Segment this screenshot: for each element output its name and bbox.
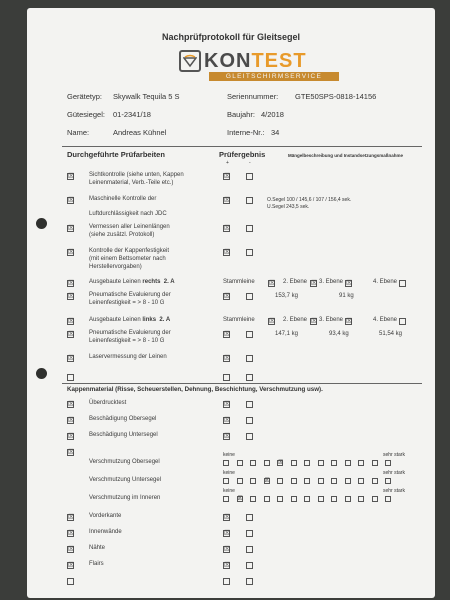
stammleine-checkbox[interactable]: ☒ <box>269 318 276 325</box>
scale-box[interactable] <box>223 496 229 502</box>
plus-checkbox[interactable]: ☒ <box>224 225 231 232</box>
minus-checkbox[interactable] <box>246 530 253 537</box>
scale-sehr-stark-label: sehr stark <box>383 452 405 458</box>
interne-label: Interne-Nr.: <box>227 128 265 137</box>
minus-checkbox[interactable] <box>246 173 253 180</box>
document-title: Nachprüfprotokoll für Gleitsegel <box>161 32 300 42</box>
minus-checkbox[interactable] <box>246 433 253 440</box>
minus-checkbox[interactable] <box>246 331 253 338</box>
scale-box[interactable] <box>277 496 283 502</box>
bottom-label: Innenwände <box>89 529 122 535</box>
serien-value: GTE50SPS-0818-14156 <box>295 92 377 101</box>
strength-value: 51,54 kg <box>379 331 403 337</box>
divider <box>62 383 422 384</box>
row-label: Vermessen aller Leinenlängen <box>89 224 170 230</box>
scale-box[interactable] <box>291 460 297 466</box>
scale-box[interactable] <box>291 496 297 502</box>
geraetetyp-value: Skywalk Tequila 5 S <box>113 92 180 101</box>
minus-checkbox[interactable] <box>246 546 253 553</box>
plus-checkbox[interactable]: ☒ <box>224 417 231 424</box>
plus-checkbox[interactable] <box>223 374 230 381</box>
plus-checkbox[interactable] <box>223 578 230 585</box>
row-label-2: (siehe zusätzl. Protokoll) <box>89 232 155 238</box>
plus-checkbox[interactable]: ☒ <box>224 514 231 521</box>
pneu-label: Pneumatische Evaluierung der <box>89 330 171 336</box>
glider-icon <box>179 50 201 72</box>
ebene3-label: 3. Ebene <box>319 317 344 323</box>
scale-keine-label: keine <box>223 470 235 476</box>
scale-box[interactable] <box>318 460 324 466</box>
row-check[interactable]: ☒ <box>68 280 75 287</box>
scale-sehr-stark-label: sehr stark <box>383 488 405 494</box>
pneu-label: Pneumatische Evaluierung der <box>89 292 171 298</box>
scale-keine-label: keine <box>223 488 235 494</box>
scale-box[interactable] <box>304 460 310 466</box>
row-check[interactable]: ☒ <box>68 514 75 521</box>
scale-box[interactable] <box>345 478 351 484</box>
plus-checkbox[interactable]: ☒ <box>224 433 231 440</box>
scale-box[interactable] <box>331 478 337 484</box>
baujahr-value: 4/2018 <box>261 110 284 119</box>
plus-checkbox[interactable]: ☒ <box>224 530 231 537</box>
row-check[interactable] <box>67 374 74 381</box>
scale-sehr-stark-label: sehr stark <box>383 470 405 476</box>
scale-box[interactable] <box>345 460 351 466</box>
strength-value: 91 kg <box>339 293 354 299</box>
kappen-title: Kappenmaterial (Risse, Scheuerstellen, Dehnung, Beschichtung, Verschmutzung usw). <box>67 386 323 393</box>
bottom-label: Flairs <box>89 561 104 567</box>
laser-label: Laservermessung der Leinen <box>89 354 167 360</box>
lines-left-label: Ausgebaute Leinen links 2. A <box>89 317 171 323</box>
scale-box[interactable] <box>372 460 378 466</box>
scale-box[interactable] <box>304 478 310 484</box>
minus-checkbox[interactable] <box>246 374 253 381</box>
minus-checkbox[interactable] <box>246 578 253 585</box>
row-label: Sichtkontrolle (siehe unten, Kappen <box>89 172 184 178</box>
kappen-label: Beschädigung Obersegel <box>89 416 157 422</box>
plus-checkbox[interactable]: ☒ <box>224 355 231 362</box>
ebene2-label: 2. Ebene <box>283 317 308 323</box>
minus-checkbox[interactable] <box>246 562 253 569</box>
scale-box[interactable] <box>223 460 229 466</box>
row-check[interactable]: ☒ <box>68 318 75 325</box>
scale-box[interactable] <box>385 460 391 466</box>
plus-checkbox[interactable]: ☒ <box>224 293 231 300</box>
row-check[interactable]: ☒ <box>68 433 75 440</box>
ebene4-checkbox[interactable] <box>399 280 406 287</box>
scale-box[interactable] <box>223 478 229 484</box>
serien-label: Seriennummer: <box>227 92 279 101</box>
ebene3-checkbox[interactable]: ☒ <box>346 280 353 287</box>
row-label-2: Luftdurchlässigkeit nach JDC <box>89 211 167 217</box>
row-label-3: Herstellervorgaben) <box>89 264 142 270</box>
row-check[interactable]: ☒ <box>68 417 75 424</box>
row-check[interactable]: ☒ <box>68 173 75 180</box>
scale-box[interactable] <box>291 478 297 484</box>
scale-box[interactable] <box>385 478 391 484</box>
stammleine-label: Stammleine <box>223 279 255 285</box>
scale-row-label: Verschmutzung Obersegel <box>89 459 160 465</box>
scale-box[interactable] <box>237 478 243 484</box>
guetesiegel-value: 01-2341/18 <box>113 110 151 119</box>
minus-checkbox[interactable] <box>246 225 253 232</box>
logo-subtitle: GLEITSCHIRMSERVICE <box>209 72 339 81</box>
divider <box>62 146 422 147</box>
ebene4-label: 4. Ebene <box>373 317 398 323</box>
geraetetyp-label: Gerätetyp: <box>67 92 103 101</box>
row-check[interactable]: ☒ <box>68 355 75 362</box>
scale-box[interactable] <box>345 496 351 502</box>
row-check[interactable]: ☒ <box>68 197 75 204</box>
pneu-label-2: Leinenfestigkeit = > 8 - 10 G <box>89 338 165 344</box>
ebene2-checkbox[interactable]: ☒ <box>311 280 318 287</box>
scale-keine-label: keine <box>223 452 235 458</box>
scale-box[interactable] <box>318 496 324 502</box>
plus-checkbox[interactable]: ☒ <box>224 197 231 204</box>
scale-row-label: Verschmutzung Untersegel <box>89 477 162 483</box>
plus-checkbox[interactable]: ☒ <box>224 401 231 408</box>
interne-value: 34 <box>271 128 280 137</box>
scale-box[interactable] <box>358 496 364 502</box>
name-value: Andreas Kühnel <box>113 128 167 137</box>
col-maengel: Mängelbeschreibung und Instandsetzungsmaßnahme <box>288 153 404 158</box>
row-label: Maschinelle Kontrolle der <box>89 196 157 202</box>
minus-checkbox[interactable] <box>246 401 253 408</box>
kontest-logo <box>179 50 307 72</box>
strength-value: 93,4 kg <box>329 331 349 337</box>
col-pruefarbeiten: Durchgeführte Prüfarbeiten <box>67 150 165 159</box>
ebene4-label: 4. Ebene <box>373 279 398 285</box>
minus-checkbox[interactable] <box>246 197 253 204</box>
row-check[interactable]: ☒ <box>68 401 75 408</box>
bottom-label: Nähte <box>89 545 106 551</box>
minus-checkbox[interactable] <box>246 249 253 256</box>
scale-box[interactable] <box>237 460 243 466</box>
scale-box[interactable] <box>331 496 337 502</box>
ebene3-label: 3. Ebene <box>319 279 344 285</box>
baujahr-label: Baujahr: <box>227 110 255 119</box>
scale-box[interactable] <box>358 478 364 484</box>
pneu-label-2: Leinenfestigkeit = > 8 - 10 G <box>89 300 165 306</box>
punch-hole <box>36 368 47 379</box>
scale-box[interactable] <box>372 496 378 502</box>
row-check[interactable]: ☒ <box>68 331 75 338</box>
punch-hole <box>36 218 47 229</box>
row-check[interactable]: ☒ <box>68 293 75 300</box>
logo-kon: KON <box>204 50 252 72</box>
plus-checkbox[interactable]: ☒ <box>224 546 231 553</box>
plus-sign: + <box>226 160 229 166</box>
row-check[interactable]: ☒ <box>68 449 75 456</box>
plus-checkbox[interactable]: ☒ <box>224 249 231 256</box>
bottom-label: Vorderkante <box>89 513 122 519</box>
ebene2-label: 2. Ebene <box>283 279 308 285</box>
plus-checkbox[interactable]: ☒ <box>224 562 231 569</box>
row-check[interactable]: ☒ <box>68 225 75 232</box>
guetesiegel-label: Gütesiegel: <box>67 110 105 119</box>
ebene2-checkbox[interactable]: ☒ <box>311 318 318 325</box>
row-label-2: (mit einem Bettsometer nach <box>89 256 166 262</box>
kappen-label: Überdrucktest <box>89 400 127 406</box>
porosity-obersegel: O.Segel 100 / 145,6 / 107 / 156,4 sek. <box>267 197 352 203</box>
minus-sign: - <box>249 160 251 166</box>
scale-box[interactable] <box>331 460 337 466</box>
scale-box[interactable] <box>250 460 256 466</box>
lines-right-label: Ausgebaute Leinen rechts 2. A <box>89 279 175 285</box>
row-check[interactable]: ☒ <box>68 530 75 537</box>
scale-box[interactable] <box>358 460 364 466</box>
protocol-sheet <box>27 8 435 598</box>
minus-checkbox[interactable] <box>246 417 253 424</box>
scale-box[interactable]: ☒ <box>278 460 284 466</box>
row-label: Kontrolle der Kappenfestigkeit <box>89 248 170 254</box>
row-check[interactable]: ☒ <box>68 562 75 569</box>
scale-box[interactable] <box>264 460 270 466</box>
name-label: Name: <box>67 128 90 137</box>
stammleine-label: Stammleine <box>223 317 255 323</box>
scale-box[interactable] <box>304 496 310 502</box>
scale-box[interactable] <box>264 496 270 502</box>
minus-checkbox[interactable] <box>246 355 253 362</box>
logo-test: TEST <box>251 50 307 72</box>
scale-box[interactable]: ☒ <box>237 496 243 502</box>
scale-box[interactable] <box>318 478 324 484</box>
minus-checkbox[interactable] <box>246 514 253 521</box>
porosity-untersegel: U.Segel 243,5 sek. <box>267 204 310 210</box>
scale-box[interactable] <box>385 496 391 502</box>
strength-value: 147,1 kg <box>275 331 299 337</box>
row-check[interactable] <box>67 578 74 585</box>
scale-box[interactable] <box>372 478 378 484</box>
scale-box[interactable] <box>277 478 283 484</box>
plus-checkbox[interactable]: ☒ <box>224 173 231 180</box>
ebene4-checkbox[interactable] <box>399 318 406 325</box>
plus-checkbox[interactable]: ☒ <box>224 331 231 338</box>
scale-box[interactable] <box>250 478 256 484</box>
scale-box[interactable] <box>250 496 256 502</box>
kappen-label: Beschädigung Untersegel <box>89 432 158 438</box>
minus-checkbox[interactable] <box>246 293 253 300</box>
col-pruefergebnis: Prüfergebnis <box>219 150 266 159</box>
row-check[interactable]: ☒ <box>68 546 75 553</box>
row-label-2: Leinenmaterial, Verb.-Teile etc.) <box>89 180 174 186</box>
strength-value: 153,7 kg <box>275 293 299 299</box>
row-check[interactable]: ☒ <box>68 249 75 256</box>
stammleine-checkbox[interactable]: ☒ <box>269 280 276 287</box>
scale-box[interactable]: ☒ <box>264 478 270 484</box>
scale-row-label: Verschmutzung im Inneren <box>89 495 161 501</box>
ebene3-checkbox[interactable]: ☒ <box>346 318 353 325</box>
